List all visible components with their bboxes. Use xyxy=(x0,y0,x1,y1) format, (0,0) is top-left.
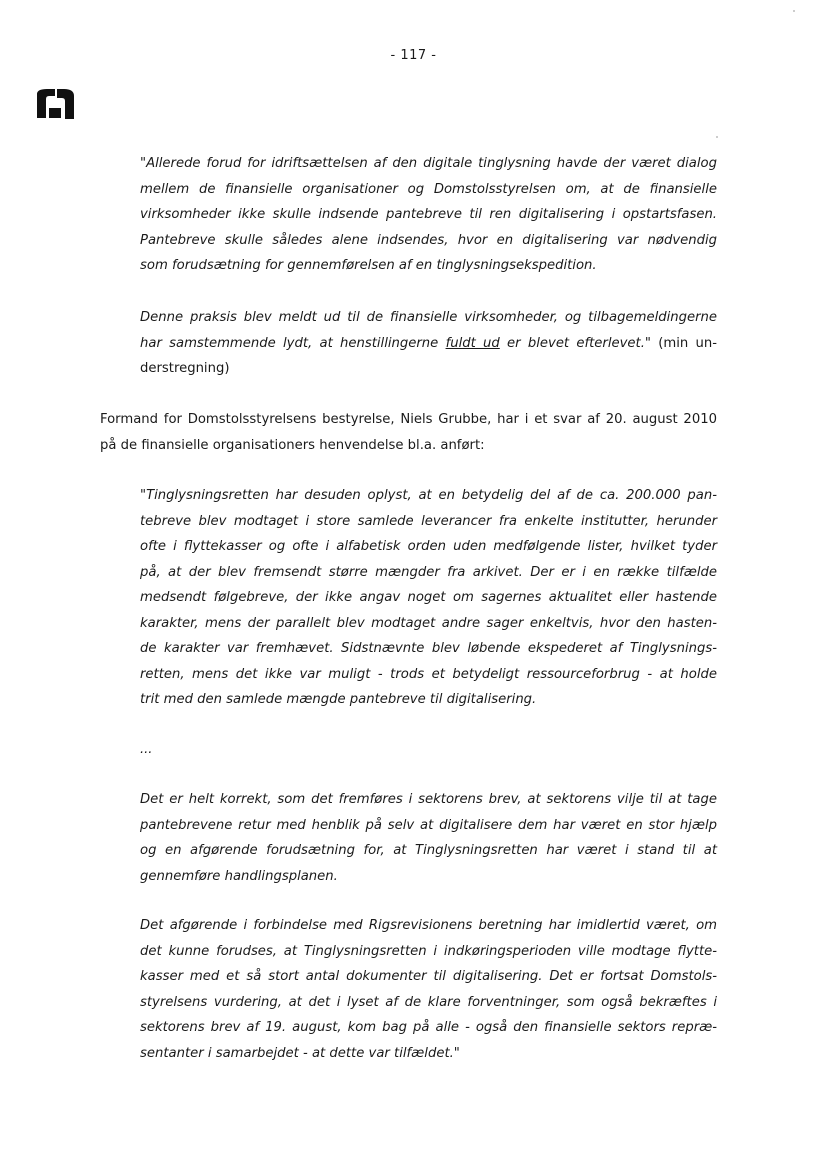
quote-1-paragraph-2 xyxy=(140,305,717,382)
underlined-emphasis: fuldt ud xyxy=(445,335,500,351)
text-line: sentanter i samarbejdet - at dette var tilfældet." xyxy=(140,1045,460,1061)
text-line: sektorens brev af 19. august, kom bag på alle - også den finansielle sektors repræ- xyxy=(140,1020,717,1035)
text-line: det kunne forudses, at Tinglysningsretten i indkøringsperioden ville modtage flytte- xyxy=(140,943,717,959)
text-line: kasser med et så stort antal dokumenter til digitalisering. Det er fortsat Domstols- xyxy=(140,969,717,984)
text-line: Pantebreve skulle således alene indsendes, hvor en digitalisering var nødvendig xyxy=(140,232,717,248)
rigsrevisionen-logo-icon xyxy=(34,85,78,121)
scan-speck xyxy=(716,136,718,138)
text-line: karakter, mens der parallelt blev modtaget andre sager enkeltvis, hvor den hasten- xyxy=(140,615,717,631)
text-line: mellem de finansielle organisationer og Domstolsstyrelsen om, at de finansielle xyxy=(140,181,717,197)
text-line: virksomheder ikke skulle indsende pantebreve til ren digitalisering i opstartsfasen. xyxy=(140,207,717,222)
quote-1-paragraph-1 xyxy=(140,151,717,279)
text-line: og en afgørende forudsætning for, at Tinglysningsretten har været i stand til at xyxy=(140,843,717,858)
text-line: styrelsens vurdering, at det i lyset af de klare forventninger, som også bekræftes i xyxy=(140,994,717,1010)
scan-speck xyxy=(793,10,795,12)
editor-note: (min un- xyxy=(650,335,718,351)
text-line: ofte i flyttekasser og ofte i alfabetisk orden uden medfølgende lister, hvilket tyder xyxy=(140,539,717,554)
text-line: Det afgørende i forbindelse med Rigsrevisionens beretning har imidlertid været, om xyxy=(140,918,717,933)
text-line: tebreve blev modtaget i store samlede leverancer fra enkelte institutter, herunder xyxy=(140,513,717,529)
text-line: de karakter var fremhævet. Sidstnævnte blev løbende ekspederet af Tinglysnings- xyxy=(140,641,717,656)
quote-2-paragraph-1 xyxy=(140,483,717,713)
quote-2-paragraph-2 xyxy=(140,787,717,889)
text-line: retten, mens det ikke var muligt - trods et betydeligt ressourceforbrug - at holde xyxy=(140,666,717,682)
editor-note: derstregning) xyxy=(140,361,230,376)
text-line xyxy=(140,331,717,357)
text-line: medsendt følgebreve, der ikke angav noget om sagernes aktualitet eller hastende xyxy=(140,590,717,605)
text-line: pantebrevene retur med henblik på selv at digitalisere dem har været en stor hjælp xyxy=(140,817,717,833)
text-line: gennemføre handlingsplanen. xyxy=(140,868,338,884)
text-line: Denne praksis blev meldt ud til de finansielle virksomheder, og tilbagemeldingerne xyxy=(140,310,717,325)
text-line: trit med den samlede mængde pantebreve til digitalisering. xyxy=(140,692,537,707)
text-line: Formand for Domstolsstyrelsens bestyrelse, Niels Grubbe, har i et svar af 20. august 2010 xyxy=(100,412,717,427)
text-line: på de finansielle organisationers henvendelse bl.a. anført: xyxy=(100,437,485,453)
quote-2-paragraph-3 xyxy=(140,913,717,1066)
page-number: - 117 - xyxy=(390,48,437,63)
text-line: Det er helt korrekt, som det fremføres i sektorens brev, at sektorens vilje til at tage xyxy=(140,792,717,807)
text-line: som forudsætning for gennemførelsen af en tinglysningsekspedition. xyxy=(140,258,597,273)
omission-ellipsis: ... xyxy=(140,742,153,757)
text-line: på, at der blev fremsendt større mængder fra arkivet. Der er i en række tilfælde xyxy=(140,564,717,580)
text-line: "Allerede forud for idriftsættelsen af den digitale tinglysning havde der været dialog xyxy=(140,156,717,171)
text-fragment: er blevet efterlevet." xyxy=(499,335,651,351)
text-fragment: har samstemmende lydt, at henstillingerne xyxy=(140,335,446,351)
body-paragraph xyxy=(100,407,717,458)
text-line: "Tinglysningsretten har desuden oplyst, at en betydelig del af de ca. 200.000 pan- xyxy=(140,488,717,503)
